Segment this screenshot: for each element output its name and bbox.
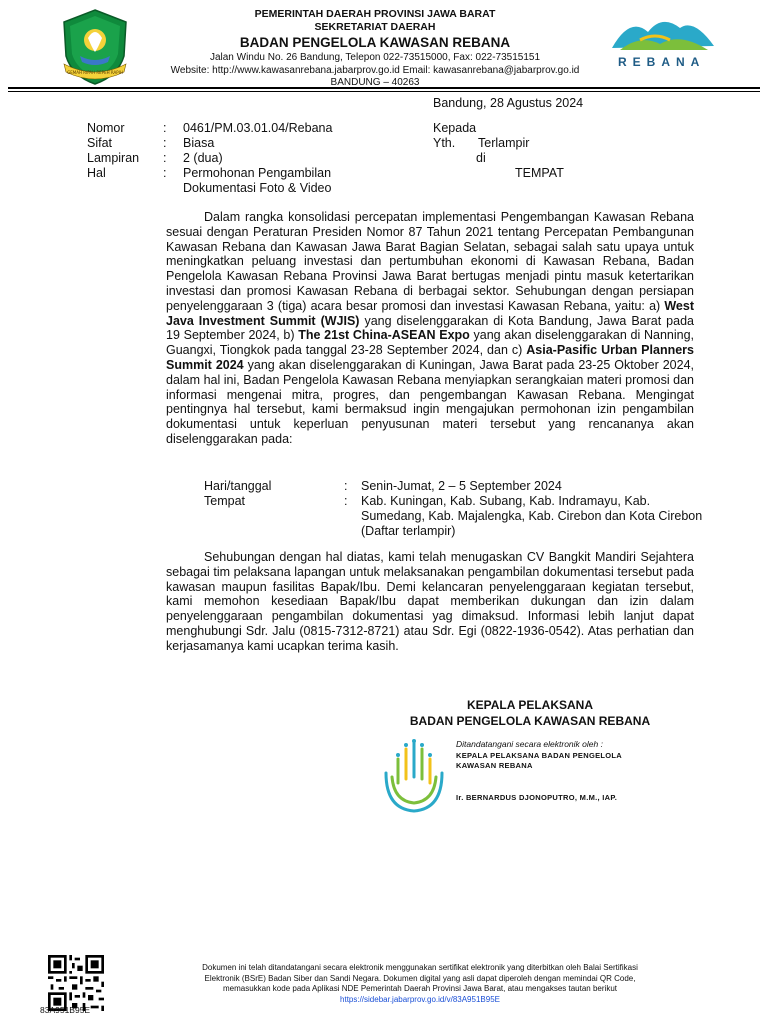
letterhead — [140, 8, 610, 90]
letter-body-paragraph-1: Dalam rangka konsolidasi percepatan implementasi Pengembangan Kawasan Rebana sesuai dengan Peraturan Presiden Nomor 87 Tahun 2021 tentang Percepatan Pembangunan Kawasan Rebana dan Kawasan Jawa Barat Bagian Selatan, sebagai salah satu upaya untuk meningkatkan peluang investasi dan pertumbuhan ekonomi di Kawasan Rebana, Badan Pengelola Kawasan Rebana Provinsi Jawa Barat bertugas menjadi pintu masuk ketertarikan investasi dan promosi Kawasan Rebana di berbagai sektor. Sehubungan dengan persiapan penyelenggaraan 3 (tiga) acara besar promosi dan investasi Kawasan Rebana, yaitu: a) West Java Investment Summit (WJIS) yang diselenggarakan di Kota Bandung, Jawa Barat pada 19 September 2024, b) The 21st China-ASEAN Expo yang akan diselenggarakan di Nanning, Guangxi, Tiongkok pada tanggal 23-28 September 2024, dan c) Asia-Pasific Urban Planners Summit 2024 yang akan diselenggarakan di Kuningan, Jawa Barat pada 23-25 Oktober 2024, dalam hal ini, Badan Pengelola Kawasan Rebana menyiapkan serangkaian materi promosi dan informasi mengenai mitra, progres, dan pengembangan Kawasan Rebana. Mengingat pentingnya hal tersebut, kami bermaksud ingin mengajukan permohonan izin pengambilan dokumentasi untuk keperluan penyusunan materi tersebut yang rencananya akan diselenggarakan pada: — [166, 210, 695, 446]
schedule-place-row: Tempat : Kab. Kuningan, Kab. Subang, Kab. Indramayu, Kab. Sumedang, Kab. Majalengka, Kab. Cirebon dan Kota Cirebon (Daftar terlampir) — [204, 494, 703, 538]
signer-position-2: KAWASAN REBANA — [456, 761, 533, 770]
signer-name: Ir. BERNARDUS DJONOPUTRO, M.M., IAP. — [456, 793, 618, 802]
jawa-barat-emblem-logo — [58, 8, 132, 86]
tempat-label: TEMPAT — [515, 166, 564, 180]
letter-body-paragraph-2: Sehubungan dengan hal diatas, kami telah menugaskan CV Bangkit Mandiri Sejahtera sebagai tim pelaksana lapangan untuk melaksanakan pengambilan dokumentasi tersebut pada kawasan maupun fasilitas Bapak/Ibu. Demi kelancaran penyelenggaraan kegiatan tersebut, kami memohon kesediaan Bapak/Ibu dapat memberikan dukungan dan izin dalam penyelenggaraan pengambilan dokumentasi yag dimaksud. Informasi lebih lanjut dapat menghubungi Sdr. Jalu (0815-7312-8721) atau Sdr. Egi (0822-1936-0542). Atas perhatian dan kerjasamanya kami ucapkan terima kasih. — [166, 550, 694, 653]
letter-date: Bandung, 28 Agustus 2024 — [433, 96, 584, 110]
signer-position-1: KEPALA PELAKSANA BADAN PENGELOLA — [456, 751, 622, 760]
meta-sifat: Sifat : Biasa — [87, 136, 215, 150]
recipient: Terlampir — [478, 136, 530, 150]
signature-title: KEPALA PELAKSANA BADAN PENGELOLA KAWASAN REBANA — [409, 698, 651, 728]
header-government: PEMERINTAH DAERAH PROVINSI JAWA BARAT — [254, 8, 496, 20]
verification-link[interactable]: https://sidebar.jabarprov.go.id/v/83A951B95E — [340, 994, 500, 1004]
qr-code-icon — [48, 955, 104, 1011]
emblem-ribbon-text: GEMAH RIPAH REPEH RAPIH — [67, 70, 123, 75]
hal-line-1: Permohonan Pengambilan — [183, 166, 332, 180]
schedule-date-row: Hari/tanggal : Senin-Jumat, 2 – 5 September 2024 — [204, 479, 562, 493]
meta-lampiran: Lampiran : 2 (dua) — [87, 151, 223, 165]
signed-by-label: Ditandatangani secara elektronik oleh : — [456, 739, 603, 749]
di-label: di — [476, 151, 486, 165]
letterhead-divider — [8, 87, 760, 89]
rebana-logo-text: REBANA — [618, 55, 706, 69]
event-wjis: West Java Investment Summit (WJIS) — [166, 298, 694, 328]
schedule-block — [204, 479, 706, 539]
event-china-asean-expo: The 21st China-ASEAN Expo — [298, 328, 470, 343]
meta-nomor: Nomor : 0461/PM.03.01.04/Rebana — [87, 121, 333, 135]
letter-meta — [87, 121, 373, 196]
header-website-email: Website: http://www.kawasanrebana.jabarprov.go.id Email: kawasanrebana@jabarprov.go.id — [170, 64, 580, 76]
header-address: Jalan Windu No. 26 Bandung, Telepon 022-73515000, Fax: 022-73515151 — [209, 52, 541, 64]
header-agency: BADAN PENGELOLA KAWASAN REBANA — [239, 35, 511, 51]
kepada-label: Kepada — [433, 121, 477, 135]
qr-code-text: 83A951B95E — [40, 1005, 91, 1015]
e-signature-icon — [380, 737, 448, 817]
yth-label: Yth. — [433, 136, 456, 150]
header-city: BANDUNG – 40263 — [330, 77, 420, 89]
meta-hal: Hal : Permohonan Pengambilan Dokumentasi Foto & Video — [87, 166, 332, 195]
event-apups: Asia-Pasific Urban Planners Summit 2024 — [166, 343, 694, 372]
rebana-logo — [610, 10, 720, 55]
hal-line-2: Dokumentasi Foto & Video — [183, 181, 332, 195]
letterhead-divider-thin — [8, 91, 760, 92]
header-secretariat: SEKRETARIAT DAERAH — [314, 21, 436, 34]
e-signature-text — [456, 739, 622, 803]
footer-note: Dokumen ini telah ditandatangani secara elektronik menggunakan sertifikat elektronik yang diterbitkan oleh Balai Sertifikasi Elektronik (BSrE) Badan Siber dan Sandi Negara. Dokumen digital yang asli dapat diperoleh dengan memindai QR Code, memasukkan kode pada Aplikasi NDE Pemerintah Daerah Provinsi Jawa Barat, atau mengakses tautan berikut https://sidebar.jabarprov.go.id/v/83A951B95E — [140, 963, 700, 1005]
addressee-block — [433, 121, 613, 181]
